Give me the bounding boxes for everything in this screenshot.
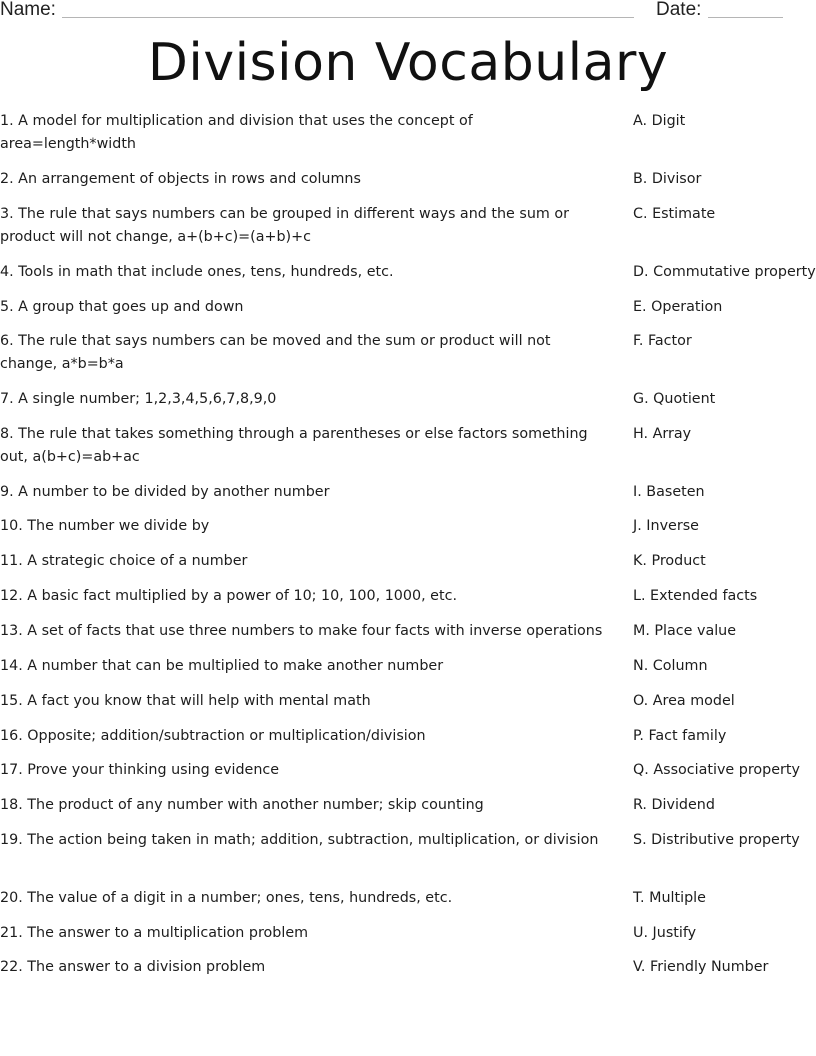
clue-item: 5. A group that goes up and down <box>0 299 244 315</box>
clue-item: 14. A number that can be multiplied to make another number <box>0 658 444 674</box>
answer-item: A. Digit <box>633 113 686 129</box>
answer-item: R. Dividend <box>633 797 715 813</box>
clue-item: 8. The rule that takes something through a parentheses or else factors something out, a(b+c)=ab+ac <box>0 426 588 465</box>
page-title: Division Vocabulary <box>147 33 669 93</box>
answer-item: Q. Associative property <box>633 762 800 778</box>
clue-item: 1. A model for multiplication and division that uses the concept of area=length*width <box>0 113 473 152</box>
clue-item: 17. Prove your thinking using evidence <box>0 762 280 778</box>
answer-item: L. Extended facts <box>633 588 758 604</box>
name-label: Name: <box>0 0 56 20</box>
answer-item: C. Estimate <box>633 206 716 222</box>
answer-item: K. Product <box>633 553 706 569</box>
answer-item: T. Multiple <box>633 890 706 906</box>
answer-item: G. Quotient <box>633 391 716 407</box>
answer-item: O. Area model <box>633 693 735 709</box>
answer-item: M. Place value <box>633 623 737 639</box>
clue-item: 12. A basic fact multiplied by a power of 10; 10, 100, 1000, etc. <box>0 588 457 604</box>
answer-item: V. Friendly Number <box>633 959 769 975</box>
answer-item: H. Array <box>633 426 692 442</box>
answer-item: J. Inverse <box>633 518 699 534</box>
clue-item: 4. Tools in math that include ones, tens, hundreds, etc. <box>0 264 394 280</box>
clue-item: 6. The rule that says numbers can be moved and the sum or product will not change, a*b=b*a <box>0 333 551 372</box>
clue-item: 22. The answer to a division problem <box>0 959 266 975</box>
date-blank-line <box>708 17 783 18</box>
worksheet-header <box>0 0 816 24</box>
clue-item: 9. A number to be divided by another number <box>0 484 330 500</box>
clue-item: 13. A set of facts that use three numbers to make four facts with inverse operations <box>0 623 603 639</box>
answer-item: D. Commutative property <box>633 264 816 280</box>
clue-item: 10. The number we divide by <box>0 518 210 534</box>
answer-item: B. Divisor <box>633 171 702 187</box>
clue-item: 19. The action being taken in math; addition, subtraction, multiplication, or division <box>0 832 599 848</box>
name-blank-line <box>62 17 634 18</box>
answer-item: F. Factor <box>633 333 692 349</box>
answer-item: E. Operation <box>633 299 723 315</box>
clue-item: 20. The value of a digit in a number; ones, tens, hundreds, etc. <box>0 890 453 906</box>
answer-item: N. Column <box>633 658 708 674</box>
date-label: Date: <box>656 0 702 20</box>
answer-item: U. Justify <box>633 925 697 941</box>
answer-item: S. Distributive property <box>633 832 800 848</box>
answer-item: P. Fact family <box>633 728 727 744</box>
clue-item: 21. The answer to a multiplication problem <box>0 925 309 941</box>
clue-item: 7. A single number; 1,2,3,4,5,6,7,8,9,0 <box>0 391 277 407</box>
clue-item: 2. An arrangement of objects in rows and columns <box>0 171 361 187</box>
clue-item: 16. Opposite; addition/subtraction or multiplication/division <box>0 728 426 744</box>
clue-item: 15. A fact you know that will help with mental math <box>0 693 371 709</box>
clue-item: 18. The product of any number with another number; skip counting <box>0 797 484 813</box>
clue-item: 3. The rule that says numbers can be grouped in different ways and the sum or product will not change, a+(b+c)=(a+b)+c <box>0 206 569 245</box>
clue-item: 11. A strategic choice of a number <box>0 553 248 569</box>
answer-item: I. Baseten <box>633 484 705 500</box>
